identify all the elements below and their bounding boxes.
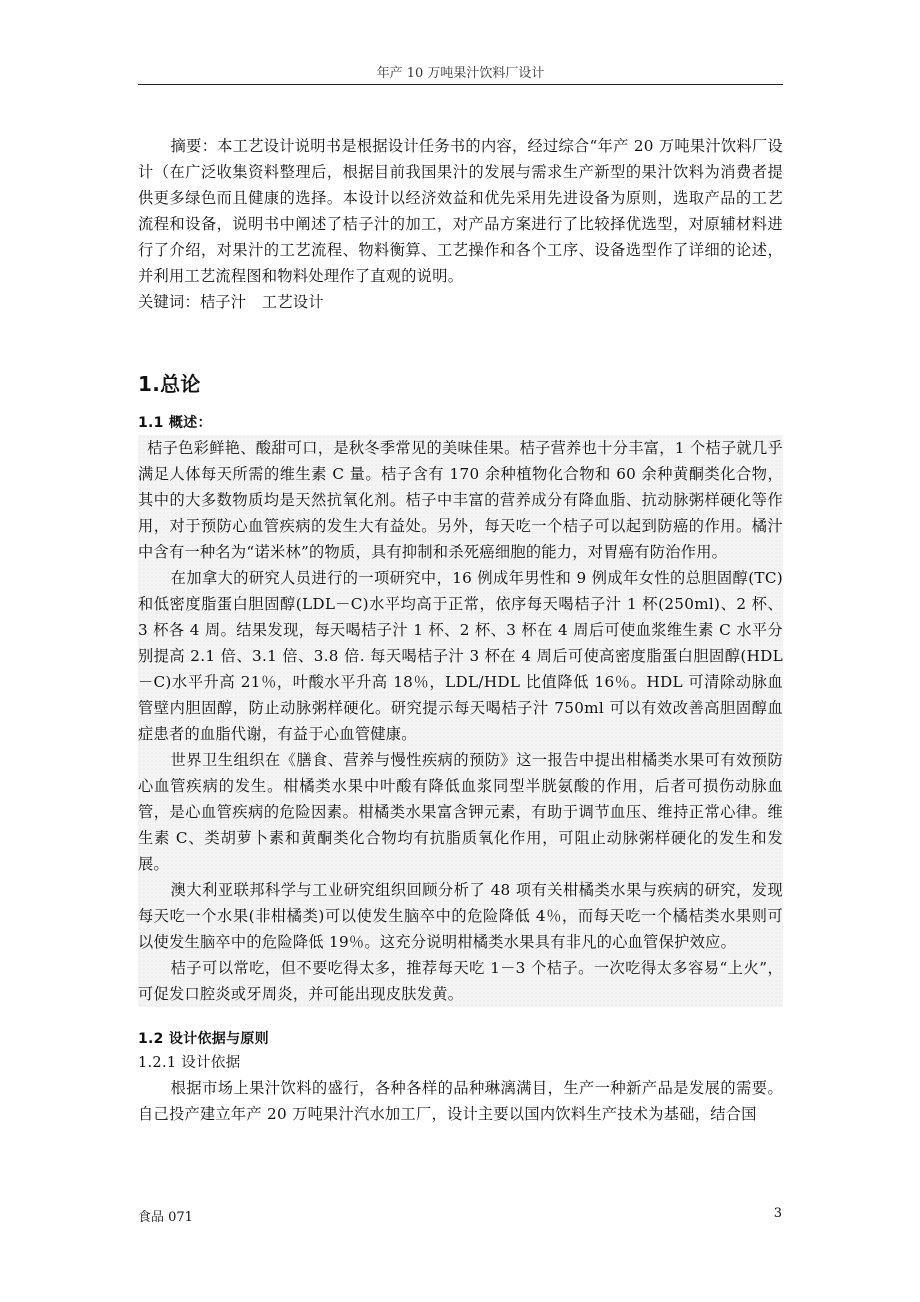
overview-paragraph-1: 桔子色彩鲜艳、酸甜可口，是秋冬季常见的美味佳果。桔子营养也十分丰富，1 个桔子就几乎满足人体每天所需的维生素 C 量。桔子含有 170 余种植物化合物和 60 余种黄酮类化合物，其中的大多数物质均是天然抗氧化剂。桔子中丰富的营养成分有降血脂、抗动脉粥样硬化等作用，对于预防心血管疾病的发生大有益处。另外，每天吃一个桔子可以起到防癌的作用。橘汁中含有一种名为“诺米林”的物质，具有抑制和杀死癌细胞的能力，对胃癌有防治作用。 [138, 439, 783, 561]
abstract-paragraph: 摘要：本工艺设计说明书是根据设计任务书的内容，经过综合“年产 20 万吨果汁饮料厂设计（在广泛收集资料整理后，根据目前我国果汁的发展与需求生产新型的果汁饮料为消费者提供更多绿色而且健康的选择。本设计以经济效益和优先采用先进设备为原则，选取产品的工艺流程和设备，说明书中阐述了桔子汁的加工，对产品方案进行了比较择优选型，对原辅材料进行了介绍，对果汁的工艺流程、物料衡算、工艺操作和各个工序、设备选型作了详细的论述，并利用工艺流程图和物料处理作了直观的说明。 [138, 137, 783, 285]
overview-paragraph-2: 在加拿大的研究人员进行的一项研究中，16 例成年男性和 9 例成年女性的总胆固醇(TC)和低密度脂蛋白胆固醇(LDL－C)水平均高于正常，依序每天喝桔子汁 1 杯(250ml)、2 杯、3 杯各 4 周。结果发现，每天喝桔子汁 1 杯、2 杯、3 杯在 4 周后可使血浆维生素 C 水平分别提高 2.1 倍、3.1 倍、3.8 倍. 每天喝桔子汁 3 杯在 4 周后可使高密度脂蛋白胆固醇(HDL－C)水平升高 21％，叶酸水平升高 18％，LDL/HDL 比值降低 16％。HDL 可清除动脉血管壁内胆固醇，防止动脉粥样硬化。研究提示每天喝桔子汁 750ml 可以有效改善高胆固醇血症患者的血脂代谢，有益于心血管健康。 [138, 569, 783, 743]
overview-paragraph-4: 澳大利亚联邦科学与工业研究组织回顾分析了 48 项有关柑橘类水果与疾病的研究，发现每天吃一个水果(非柑橘类)可以使发生脑卒中的危险降低 4％，而每天吃一个橘桔类水果则可以使发生脑卒中的危险降低 19％。这充分说明柑橘类水果具有非凡的心血管保护效应。 [138, 881, 783, 951]
design-basis-paragraph: 根据市场上果汁饮料的盛行，各种各样的品种琳漓满目，生产一种新产品是发展的需要。自己投产建立年产 20 万吨果汁汽水加工厂，设计主要以国内饮料生产技术为基础，结合国 [138, 1079, 783, 1123]
overview-block [138, 435, 783, 1007]
subsection-title-overview: 1.1 概述： [138, 415, 212, 431]
section-title: 1.总论 [138, 372, 201, 396]
overview-paragraph-5: 桔子可以常吃，但不要吃得太多，推荐每天吃 1－3 个桔子。一次吃得太多容易“上火”，可促发口腔炎或牙周炎，并可能出现皮肤发黄。 [138, 959, 783, 1003]
keywords-line: 关键词：桔子汁 工艺设计 [138, 293, 324, 311]
header-rule [138, 84, 783, 85]
page-content [138, 133, 783, 1127]
page-number: 3 [773, 1206, 782, 1221]
subsection-title-basis: 1.2 设计依据与原则 [138, 1031, 269, 1047]
subsubsection-title: 1.2.1 设计依据 [138, 1055, 241, 1071]
running-header: 年产 10 万吨果汁饮料厂设计 [376, 66, 545, 81]
footer-class-label: 食品 071 [138, 1210, 193, 1225]
overview-paragraph-3: 世界卫生组织在《膳食、营养与慢性疾病的预防》这一报告中提出柑橘类水果可有效预防心血管疾病的发生。柑橘类水果中叶酸有降低血浆同型半胱氨酸的作用，后者可损伤动脉血管，是心血管疾病的危险因素。柑橘类水果富含钾元素，有助于调节血压、维持正常心律。维生素 C、类胡萝卜素和黄酮类化合物均有抗脂质氧化作用，可阻止动脉粥样硬化的发生和发展。 [138, 751, 783, 873]
